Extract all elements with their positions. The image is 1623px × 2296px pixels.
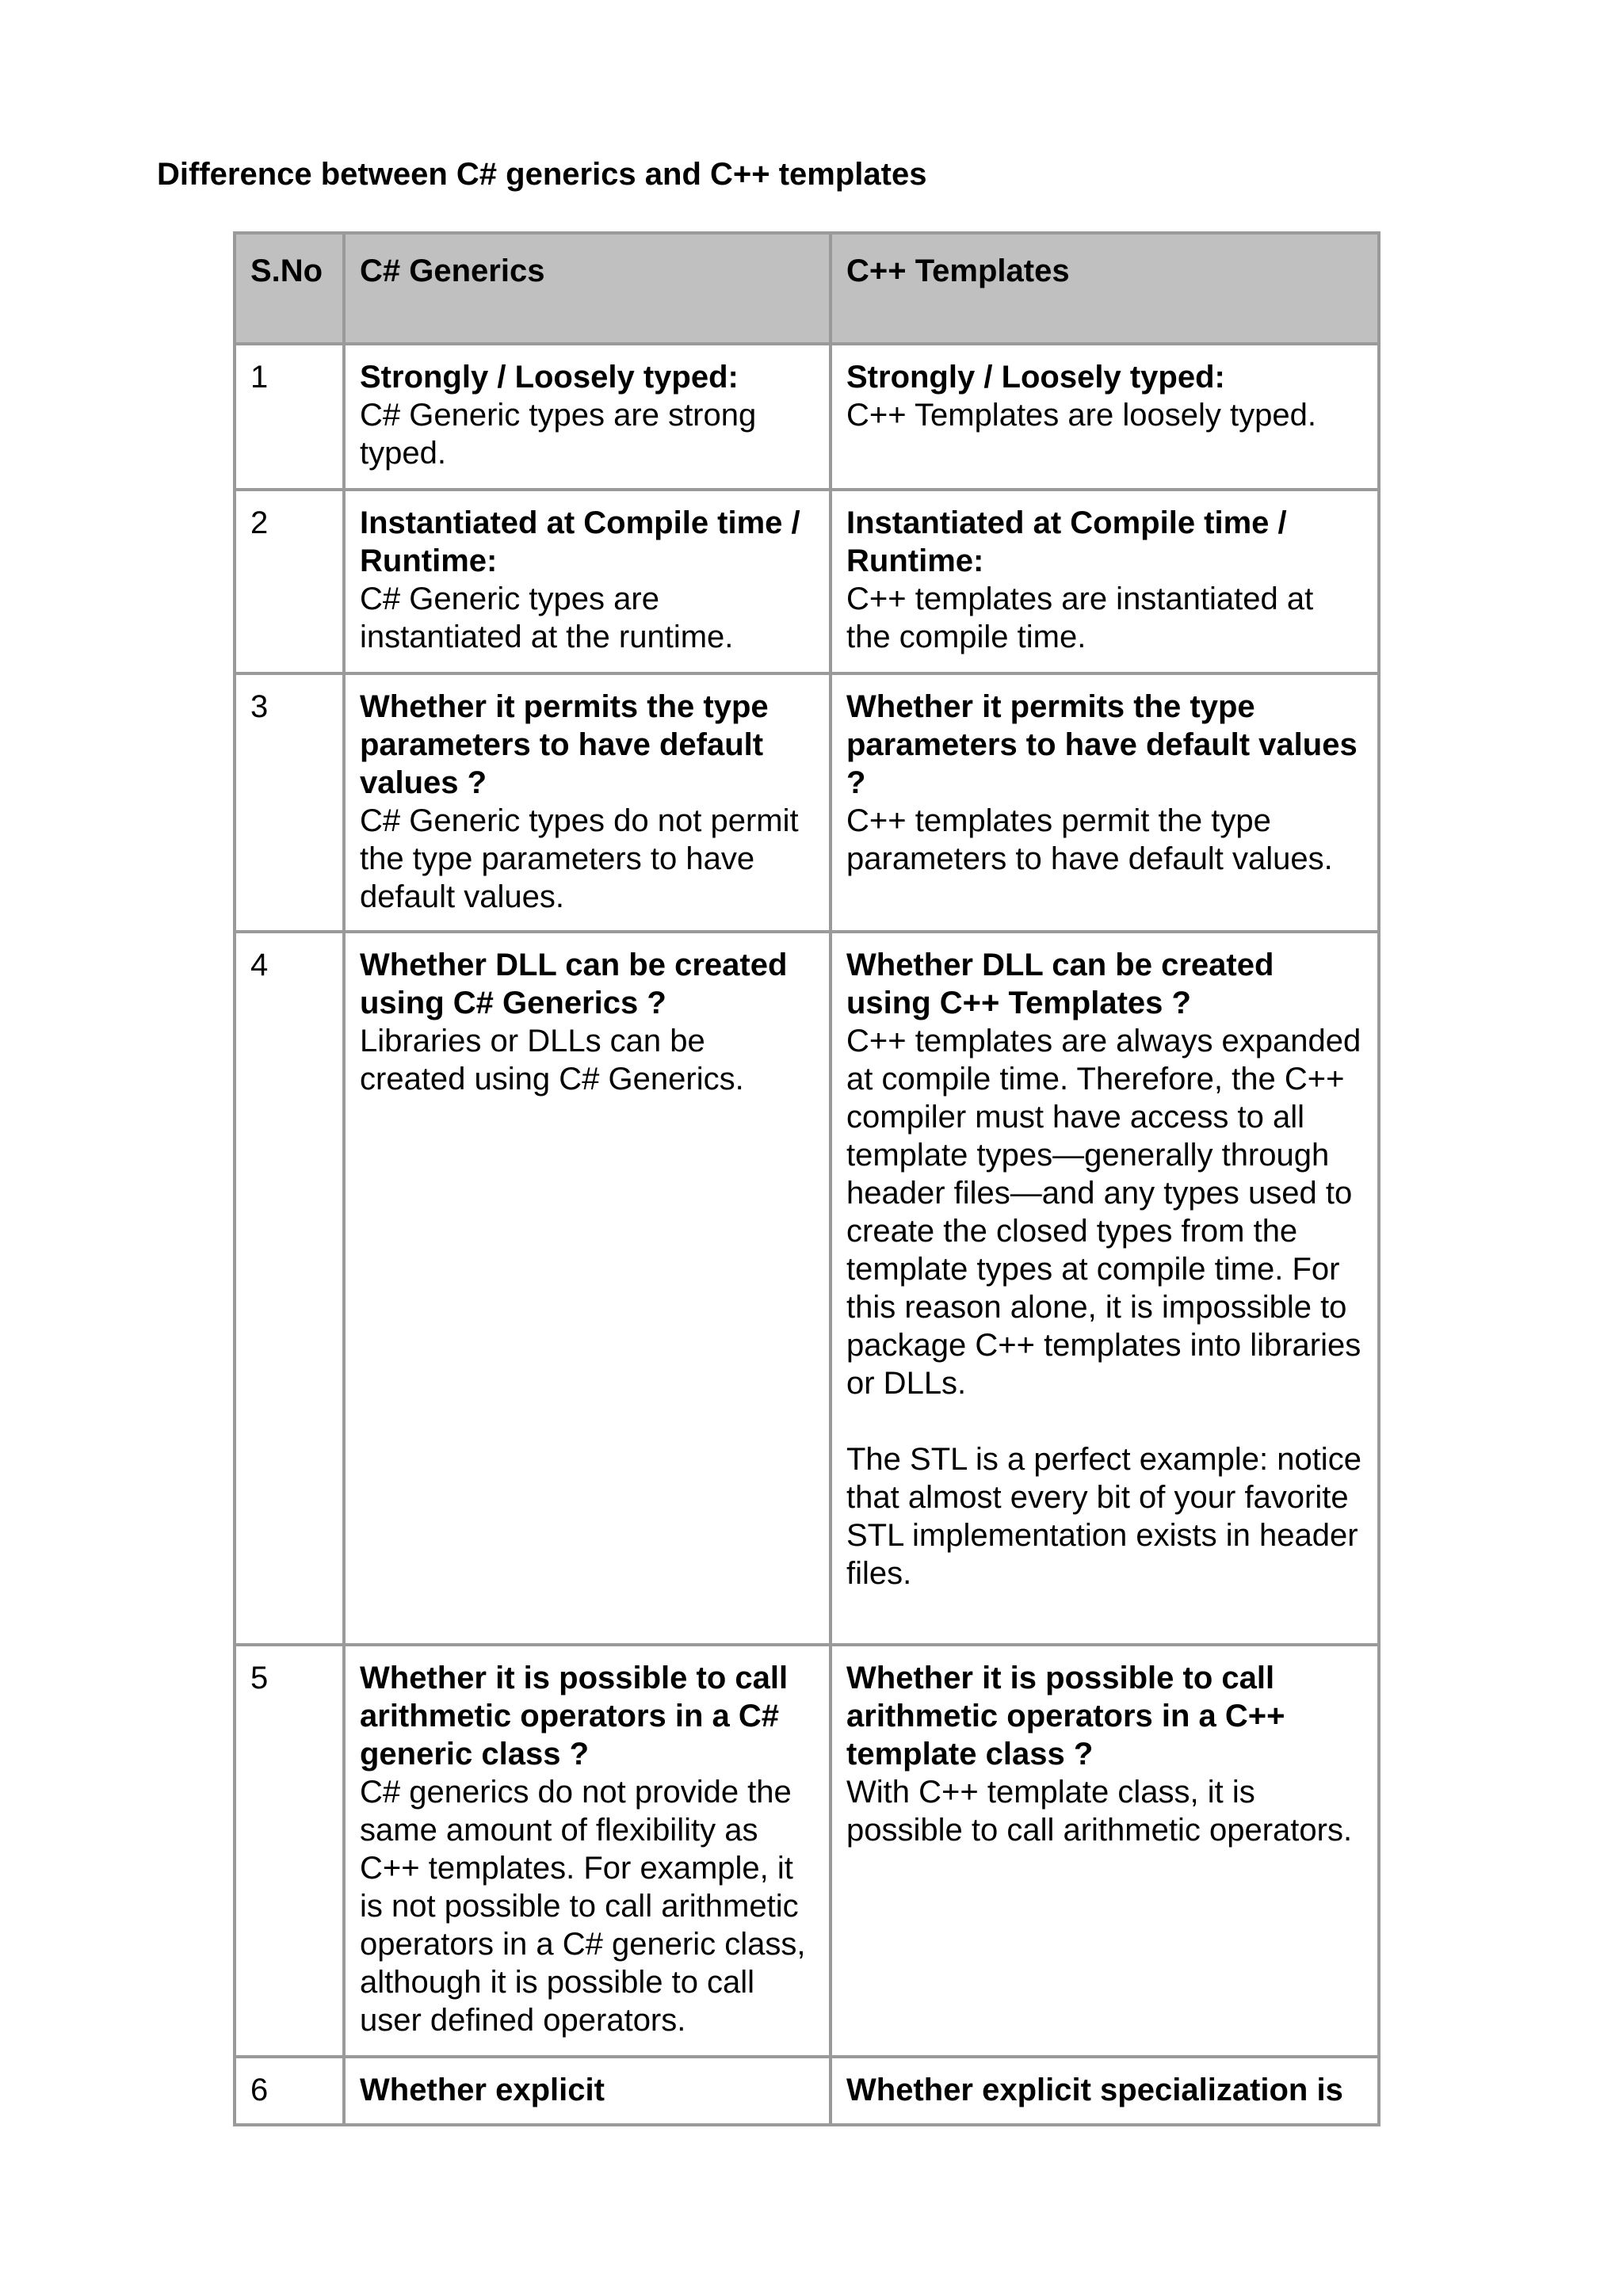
table-row bbox=[235, 490, 1379, 673]
csharp-cell-heading: Whether it permits the type parameters to have default values ? bbox=[360, 689, 769, 800]
cpp-cell-heading: Whether it is possible to call arithmetic operators in a C++ template class ? bbox=[846, 1661, 1285, 1772]
csharp-cell-heading: Strongly / Loosely typed: bbox=[360, 360, 739, 395]
csharp-cell-heading: Instantiated at Compile time / Runtime: bbox=[360, 505, 800, 578]
cell-sno: 6 bbox=[235, 2057, 344, 2125]
header-cpp-templates: C++ Templates bbox=[831, 233, 1379, 344]
header-csharp-generics: C# Generics bbox=[344, 233, 831, 344]
paragraph-gap bbox=[846, 1402, 1365, 1440]
cpp-cell-heading: Whether it permits the type parameters to have default values ? bbox=[846, 689, 1358, 800]
cell-csharp bbox=[344, 490, 831, 673]
cpp-cell-heading: Whether explicit specialization is bbox=[846, 2073, 1343, 2107]
csharp-cell-text: C# Generic types are strong typed. bbox=[360, 398, 757, 471]
cpp-cell-text: C++ templates permit the type parameters to have default values. bbox=[846, 803, 1333, 876]
cell-cpp bbox=[831, 673, 1379, 932]
csharp-cell-text: C# Generic types are instantiated at the runtime. bbox=[360, 582, 734, 654]
cell-cpp bbox=[831, 932, 1379, 1645]
cell-sno: 2 bbox=[235, 490, 344, 673]
cell-cpp bbox=[831, 344, 1379, 490]
header-sno: S.No bbox=[235, 233, 344, 344]
cpp-cell-text: C++ templates are instantiated at the compile time. bbox=[846, 582, 1314, 654]
table-row bbox=[235, 2057, 1379, 2125]
csharp-cell-text: Libraries or DLLs can be created using C# Generics. bbox=[360, 1024, 744, 1097]
cpp-cell-heading: Strongly / Loosely typed: bbox=[846, 360, 1225, 395]
cell-sno: 1 bbox=[235, 344, 344, 490]
table-row bbox=[235, 1645, 1379, 2057]
cell-sno: 4 bbox=[235, 932, 344, 1645]
page-title: Difference between C# generics and C++ templates bbox=[157, 157, 927, 192]
cell-sno: 5 bbox=[235, 1645, 344, 2057]
table-row bbox=[235, 673, 1379, 932]
cell-cpp bbox=[831, 2057, 1379, 2125]
comparison-table bbox=[233, 231, 1381, 2126]
cell-csharp bbox=[344, 2057, 831, 2125]
cpp-cell-text-2: The STL is a perfect example: notice that almost every bit of your favorite STL implementation exists in header files. bbox=[846, 1442, 1361, 1591]
cpp-cell-text: C++ templates are always expanded at compile time. Therefore, the C++ compiler must have access to all template types—generally through header files—and any types used to create the closed types from the template types at compile time. For this reason alone, it is impossible to package C++ templates into libraries or DLLs. bbox=[846, 1024, 1361, 1401]
table-row bbox=[235, 932, 1379, 1645]
cpp-cell-heading: Whether DLL can be created using C++ Templates ? bbox=[846, 948, 1274, 1020]
cell-sno: 3 bbox=[235, 673, 344, 932]
table-row bbox=[235, 344, 1379, 490]
csharp-cell-heading: Whether it is possible to call arithmetic operators in a C# generic class ? bbox=[360, 1661, 789, 1772]
cpp-cell-text: With C++ template class, it is possible to call arithmetic operators. bbox=[846, 1775, 1353, 1848]
cell-csharp bbox=[344, 673, 831, 932]
cell-cpp bbox=[831, 1645, 1379, 2057]
cell-csharp bbox=[344, 932, 831, 1645]
table-header-row bbox=[235, 233, 1379, 344]
cpp-cell-heading: Instantiated at Compile time / Runtime: bbox=[846, 505, 1287, 578]
cpp-cell-text: C++ Templates are loosely typed. bbox=[846, 398, 1316, 433]
csharp-cell-heading: Whether explicit bbox=[360, 2073, 605, 2107]
csharp-cell-text: C# generics do not provide the same amount of flexibility as C++ templates. For example, it is not possible to call arithmetic operators in a C# generic class, although it is possible to call user defined operators. bbox=[360, 1775, 806, 2038]
cell-csharp bbox=[344, 344, 831, 490]
csharp-cell-heading: Whether DLL can be created using C# Generics ? bbox=[360, 948, 788, 1020]
cell-cpp bbox=[831, 490, 1379, 673]
csharp-cell-text: C# Generic types do not permit the type parameters to have default values. bbox=[360, 803, 799, 914]
cell-csharp bbox=[344, 1645, 831, 2057]
